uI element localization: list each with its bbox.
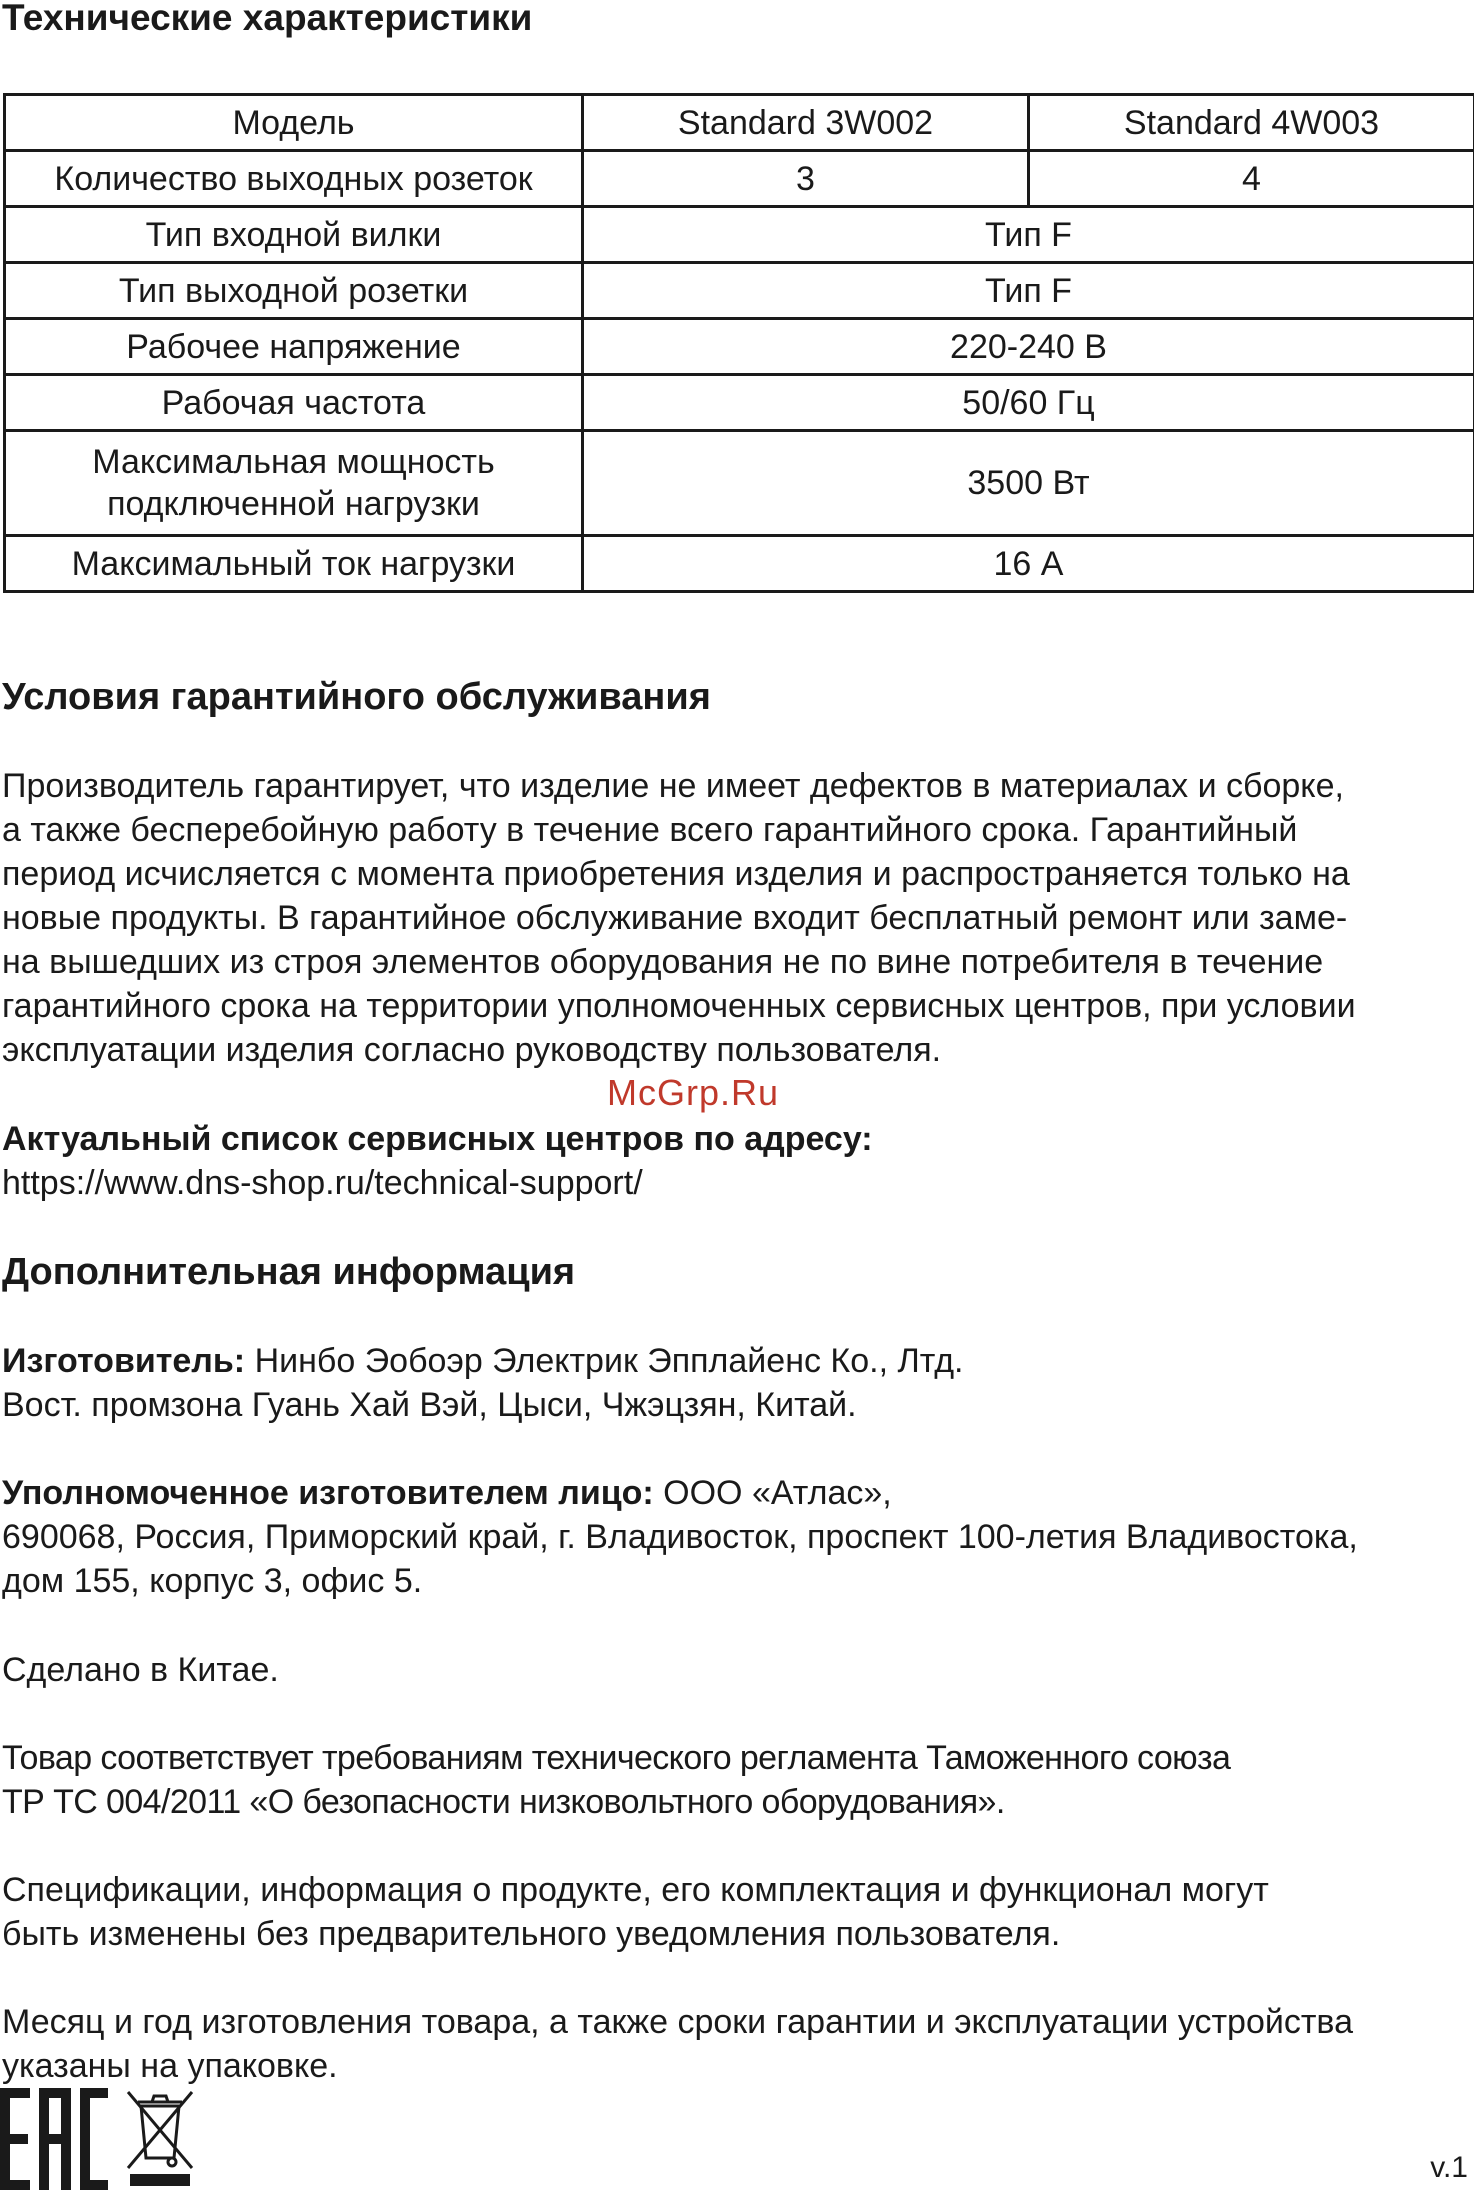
- table-row: [5, 431, 1474, 536]
- table-cell: Тип входной вилки: [5, 207, 583, 263]
- table-cell: Тип F: [583, 263, 1474, 319]
- text-line: ТР ТС 004/2011 «О безопасности низковольтного оборудования».: [2, 1783, 1005, 1821]
- specs-notice: [2, 1868, 1472, 1956]
- representative-name: ООО «Атлас»,: [653, 1474, 892, 1512]
- table-cell: 3: [583, 151, 1029, 207]
- text-line: гарантийного срока на территории уполномоченных сервисных центров, при условии: [2, 987, 1356, 1025]
- table-cell: Модель: [5, 95, 583, 151]
- table-cell: Рабочее напряжение: [5, 319, 583, 375]
- table-cell: Standard 3W002: [583, 95, 1029, 151]
- cell-line: Максимальная мощность: [92, 443, 495, 481]
- table-cell: 16 А: [583, 536, 1474, 592]
- table-cell: 50/60 Гц: [583, 375, 1474, 431]
- table-cell: Рабочая частота: [5, 375, 583, 431]
- text-line: указаны на упаковке.: [2, 2047, 338, 2085]
- text-line: дом 155, корпус 3, офис 5.: [2, 1562, 423, 1600]
- table-cell: Количество выходных розеток: [5, 151, 583, 207]
- table-cell: Максимальный ток нагрузки: [5, 536, 583, 592]
- table-row: [5, 375, 1474, 431]
- representative-label: Уполномоченное изготовителем лицо:: [2, 1474, 654, 1512]
- text-line: Товар соответствует требованиям технического регламента Таможенного союза: [2, 1739, 1231, 1777]
- table-cell: [5, 431, 583, 536]
- table-cell: 220-240 В: [583, 319, 1474, 375]
- table-row-header: [5, 95, 1474, 151]
- text-line: новые продукты. В гарантийное обслуживание входит бесплатный ремонт или заме-: [2, 899, 1348, 937]
- table-cell: Тип F: [583, 207, 1474, 263]
- text-line: Спецификации, информация о продукте, его комплектация и функционал могут: [2, 1871, 1269, 1909]
- date-notice: [2, 2000, 1472, 2088]
- warranty-title: Условия гарантийного обслуживания: [2, 676, 711, 718]
- text-line: 690068, Россия, Приморский край, г. Владивосток, проспект 100-летия Владивостока,: [2, 1518, 1358, 1556]
- text-line: Месяц и год изготовления товара, а также сроки гарантии и эксплуатации устройства: [2, 2003, 1354, 2041]
- table-row: [5, 263, 1474, 319]
- specs-table: [3, 93, 1474, 593]
- text-line: на вышедших из строя элементов оборудования не по вине потребителя в течение: [2, 943, 1324, 981]
- table-cell: Standard 4W003: [1029, 95, 1474, 151]
- text-line: [2, 1471, 1472, 1515]
- manufacturer-label: Изготовитель:: [2, 1342, 246, 1380]
- compliance-info: [2, 1736, 1472, 1824]
- text-line: эксплуатации изделия согласно руководству пользователя.: [2, 1031, 942, 1069]
- table-row: [5, 207, 1474, 263]
- made-in: Сделано в Китае.: [2, 1651, 279, 1689]
- service-centers: [2, 1117, 1472, 1205]
- crossed-out-wheelie-bin-icon: [124, 2088, 196, 2190]
- watermark: McGrp.Ru: [607, 1072, 780, 1113]
- service-url-link[interactable]: https://www.dns-shop.ru/technical-support/: [2, 1164, 643, 1202]
- text-line: быть изменены без предварительного уведомления пользователя.: [2, 1915, 1061, 1953]
- table-cell: 3500 Вт: [583, 431, 1474, 536]
- table-cell: 4: [1029, 151, 1474, 207]
- additional-title: Дополнительная информация: [2, 1251, 576, 1293]
- text-line: период исчисляется с момента приобретения изделия и распространяется только на: [2, 855, 1350, 893]
- text-line: а также бесперебойную работу в течение всего гарантийного срока. Гарантийный: [2, 811, 1298, 849]
- manufacturer-info: [2, 1339, 1472, 1427]
- text-line: Вост. промзона Гуань Хай Вэй, Цыси, Чжэцзян, Китай.: [2, 1386, 857, 1424]
- warranty-text: [2, 764, 1472, 1072]
- text-line: Производитель гарантирует, что изделие не имеет дефектов в материалах и сборке,: [2, 767, 1344, 805]
- table-row: [5, 319, 1474, 375]
- table-row: [5, 536, 1474, 592]
- manufacturer-name: Нинбо Эобоэр Электрик Эпплайенс Ко., Лтд.: [245, 1342, 964, 1380]
- version-label: v.1: [1430, 2151, 1468, 2184]
- table-row: [5, 151, 1474, 207]
- service-label: Актуальный список сервисных центров по адресу:: [2, 1120, 873, 1158]
- representative-info: [2, 1471, 1472, 1603]
- cell-line: подключенной нагрузки: [107, 485, 480, 523]
- table-cell: Тип выходной розетки: [5, 263, 583, 319]
- text-line: [2, 1339, 1472, 1383]
- eac-logo-icon: [0, 2088, 108, 2190]
- specs-title: Технические характеристики: [2, 0, 533, 38]
